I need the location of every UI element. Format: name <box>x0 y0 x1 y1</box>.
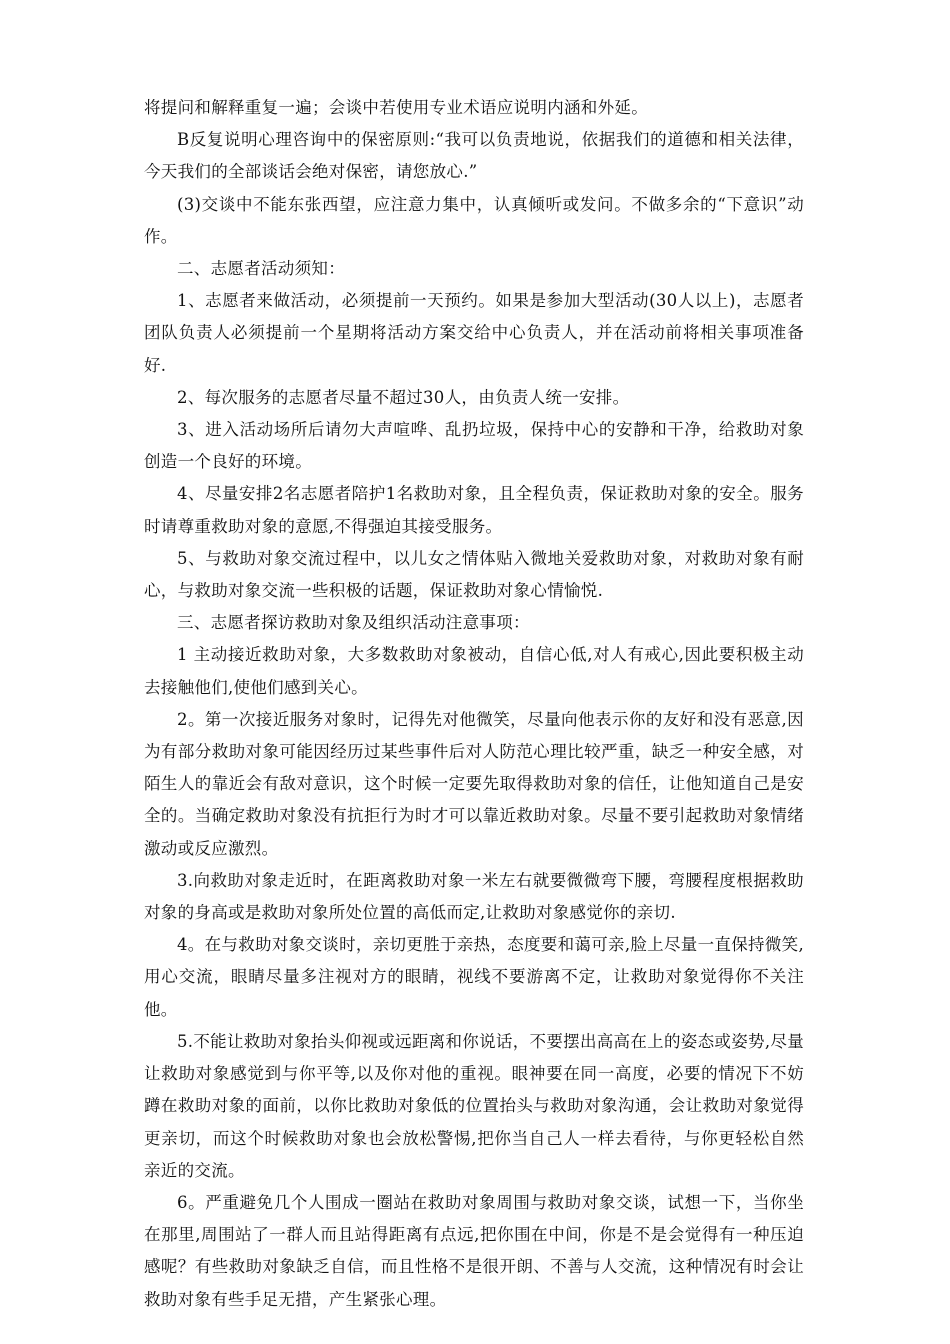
paragraph-notice-item-4: 4、尽量安排2名志愿者陪护1名救助对象，且全程负责，保证救助对象的安全。服务时请尊重救助对象的意愿,不得强迫其接受服务。 <box>144 484 804 536</box>
paragraph-confidentiality-principle: B反复说明心理咨询中的保密原则:“我可以负责地说，依据我们的道德和相关法律，今天我们的全部谈话会绝对保密，请您放心.” <box>144 130 804 182</box>
paragraph-notice-item-1: 1、志愿者来做活动，必须提前一天预约。如果是参加大型活动(30人以上)，志愿者团队负责人必须提前一个星期将活动方案交给中心负责人，并在活动前将相关事项准备好. <box>144 291 804 375</box>
section-heading-volunteer-notice: 二、志愿者活动须知： <box>177 259 345 279</box>
paragraph-precaution-item-5: 5.不能让救助对象抬头仰视或远距离和你说话，不要摆出高高在上的姿态或姿势,尽量让救助对象感觉到与你平等,以及你对他的重视。眼神要在同一高度，必要的情况下不妨蹲在救助对象的面前，以你比救助对象低的位置抬头与救助对象沟通，会让救助对象觉得更亲切，而这个时候救助对象也会放松警惕,把你当自己人一样去看待，与你更轻松自然亲近的交流。 <box>144 1031 804 1180</box>
paragraph-precaution-item-4: 4。在与救助对象交谈时，亲切更胜于亲热，态度要和蔼可亲,脸上尽量一直保持微笑,用心交流，眼睛尽量多注视对方的眼睛，视线不要游离不定，让救助对象觉得你不关注他。 <box>144 935 804 1019</box>
paragraph-precaution-item-2: 2。第一次接近服务对象时，记得先对他微笑，尽量向他表示你的友好和没有恶意,因为有部分救助对象可能因经历过某些事件后对人防范心理比较严重，缺乏一种安全感，对陌生人的靠近会有敌对意识，这个时候一定要先取得救助对象的信任，让他知道自己是安全的。当确定救助对象没有抗拒行为时才可以靠近救助对象。尽量不要引起救助对象情绪激动或反应激烈。 <box>144 709 804 858</box>
section-heading-visit-precautions: 三、志愿者探访救助对象及组织活动注意事项： <box>177 613 530 633</box>
paragraph-notice-item-3: 3、进入活动场所后请勿大声喧哗、乱扔垃圾，保持中心的安静和干净，给救助对象创造一个良好的环境。 <box>144 420 804 472</box>
paragraph-precaution-item-6: 6。严重避免几个人围成一圈站在救助对象周围与救助对象交谈，试想一下，当你坐在那里,周围站了一群人而且站得距离有点远,把你围在中间，你是不是会觉得有一种压迫感呢？有些救助对象缺乏自信，而且性格不是很开朗、不善与人交流，这种情况有时会让救助对象有些手足无措，产生紧张心理。 <box>144 1192 804 1309</box>
document-page <box>144 92 804 1316</box>
paragraph-notice-item-2: 2、每次服务的志愿者尽量不超过30人，由负责人统一安排。 <box>177 387 630 407</box>
paragraph-precaution-item-1: 1 主动接近救助对象，大多数救助对象被动，自信心低,对人有戒心,因此要积极主动去接触他们,使他们感到关心。 <box>144 645 804 697</box>
paragraph-intro-continuation: 将提问和解释重复一遍；会谈中若使用专业术语应说明内涵和外延。 <box>144 98 648 117</box>
paragraph-precaution-item-3: 3.向救助对象走近时，在距离救助对象一米左右就要微微弯下腰，弯腰程度根据救助对象的身高或是救助对象所处位置的高低而定,让救助对象感觉你的亲切. <box>144 870 804 923</box>
paragraph-notice-item-5: 5、与救助对象交流过程中，以儿女之情体贴入微地关爱救助对象，对救助对象有耐心，与救助对象交流一些积极的话题，保证救助对象心情愉悦. <box>144 548 804 601</box>
paragraph-attention-focus: (3)交谈中不能东张西望，应注意力集中，认真倾听或发问。不做多余的“下意识”动作。 <box>144 194 804 246</box>
